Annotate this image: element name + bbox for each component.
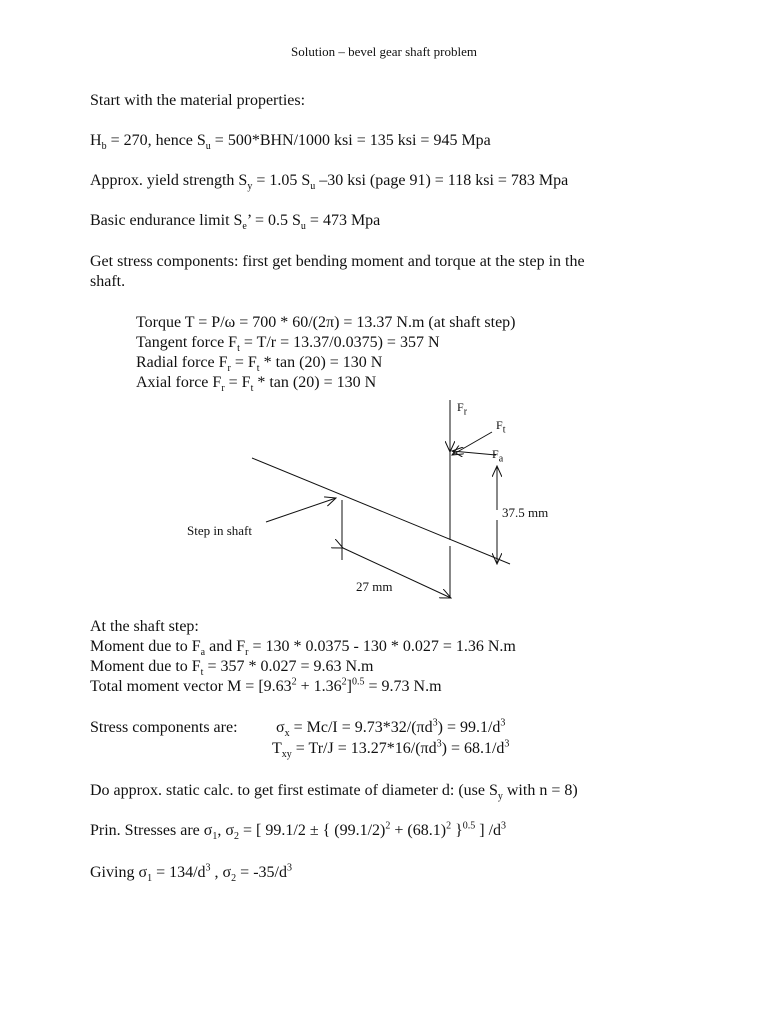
hardness-line: $H_b = 270$, hence $S_u = 500*BHN/1000$ ksi = 135 ksi = 945 Mpa	[90, 132, 491, 153]
torque-line: Torque T = P/ω = 700 * 60/(2π) = 13.37 N.m (at shaft step)	[136, 314, 516, 331]
axial-force-line: Axial force $F_r = F_t * \tan (20) = 130$ N	[136, 374, 377, 395]
fa-label: $F_a$	[492, 447, 504, 465]
intro-text: Start with the material properties:	[90, 92, 306, 109]
radial-force-line: Radial force $F_r = F_t * \tan (20) = 130$ N	[136, 354, 383, 375]
step-pointer-arrow	[266, 498, 336, 522]
static-calc-line: Do approx. static calc. to get first estimate of diameter d: (use $S_y$ with n = 8)	[90, 782, 578, 803]
ft-label: $F_t$	[496, 418, 506, 436]
at-step-title: At the shaft step:	[90, 618, 199, 635]
fr-label: $F_r$	[457, 400, 468, 418]
yield-strength-line: Approx. yield strength $S_y = 1.05$ $S_u$ –30 ksi (page 91) = 118 ksi = 783 Mpa	[90, 172, 569, 193]
axial-force-arrow	[452, 451, 496, 455]
sigma-x-line: $\sigma_x = Mc/I = 9.73*32/(\pi d^3) = 99.1/d^3$	[276, 717, 506, 740]
dimension-vertical-label: 37.5 mm	[502, 505, 549, 520]
shaft-line	[252, 458, 510, 564]
moment-ft-line: Moment due to $F_t = 357 * 0.027 = 9.63$ N.m	[90, 658, 374, 679]
tau-xy-line: $T_{xy} = Tr/J = 13.27*16/(\pi d^3) = 68.1/d^3$	[272, 738, 510, 761]
page-title: Solution – bevel gear shaft problem	[291, 44, 477, 59]
giving-line: Giving $\sigma_1 = 134/d^3$ , $\sigma_2 = -35/d^3$	[90, 862, 292, 885]
tangent-force-line: Tangent force $F_t = T/r = 13.37/0.0375) = 357$ N	[136, 334, 440, 355]
stress-components-label: Stress components are:	[90, 719, 238, 736]
moment-fa-fr-line: Moment due to $F_a$ and $F_r = 130 * 0.0375 - 130 * 0.027 = 1.36$ N.m	[90, 638, 516, 659]
step-in-shaft-label: Step in shaft	[187, 523, 252, 538]
stress-intro-line2: shaft.	[90, 273, 126, 290]
total-moment-line: Total moment vector $M = [9.63^2 + 1.36^2]^{0.5} = 9.73$ N.m	[90, 676, 442, 695]
dimension-horizontal-label: 27 mm	[356, 579, 393, 594]
stress-intro-line1: Get stress components: first get bending moment and torque at the step in the	[90, 253, 585, 270]
endurance-limit-line: Basic endurance limit $S_e$’ = 0.5 $S_u = 473$ Mpa	[90, 212, 381, 233]
principal-stresses-line: Prin. Stresses are $\sigma_1$, $\sigma_2$ = [ 99.1/2 ± { $(99.1/2)^2 + (68.1)^2$ }$^{0.5}$ ] $/d^3$	[90, 820, 507, 843]
